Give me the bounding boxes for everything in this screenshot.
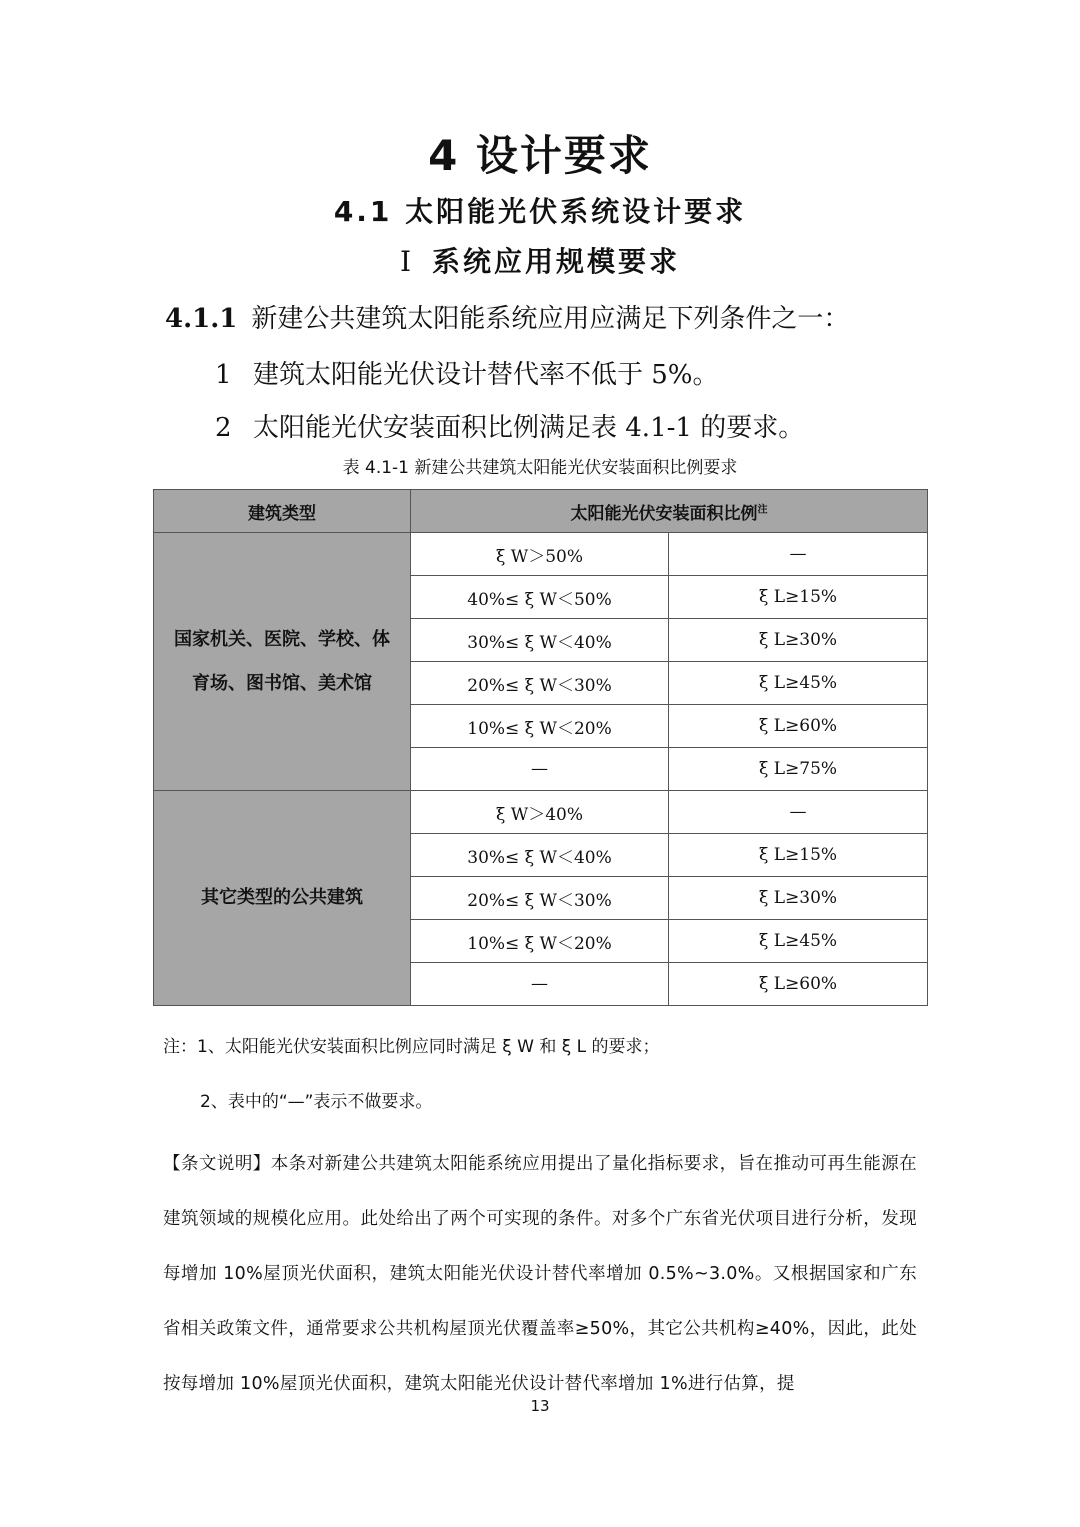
subsection-title: 系统应用规模要求 [432, 245, 681, 278]
chapter-heading: 4 设计要求 [428, 131, 652, 180]
w-ratio-cell: — [411, 963, 669, 1006]
list-item-text: 太阳能光伏安装面积比例满足表 4.1-1 的要求。 [253, 413, 805, 443]
table-row [154, 533, 928, 576]
page-number: 13 [530, 1397, 550, 1415]
table-header-row [154, 490, 928, 533]
table-row [154, 791, 928, 834]
l-ratio-cell: ξ L≥45% [669, 662, 928, 705]
explanation-paragraph: 【条文说明】本条对新建公共建筑太阳能系统应用提出了量化指标要求，旨在推动可再生能源在建筑领域的规模化应用。此处给出了两个可实现的条件。对多个广东省光伏项目进行分析，发现每增加 10%屋顶光伏面积，建筑太阳能光伏设计替代率增加 0.5%~3.0%。又根据国家和广东省相关政策文件，通常要求公共机构屋顶光伏覆盖率≥50%，其它公共机构≥40%，因此，此处按每增加 10%屋顶光伏面积，建筑太阳能光伏设计替代率增加 1%进行估算，提 [163, 1154, 917, 1394]
w-ratio-cell: 30%≤ ξ W＜40% [411, 834, 669, 877]
l-ratio-cell: — [669, 791, 928, 834]
l-ratio-cell: ξ L≥60% [669, 963, 928, 1006]
section-heading: 4.1 太阳能光伏系统设计要求 [333, 195, 747, 228]
w-ratio-cell: — [411, 748, 669, 791]
list-item-number: 2 [215, 413, 232, 443]
l-ratio-cell: ξ L≥75% [669, 748, 928, 791]
list-item-text: 建筑太阳能光伏设计替代率不低于 5%。 [253, 360, 719, 390]
clause-number: 4.1.1 [165, 304, 238, 334]
l-ratio-cell: ξ L≥60% [669, 705, 928, 748]
header-building-type: 建筑类型 [154, 490, 411, 533]
clause-4-1-1 [165, 300, 849, 338]
w-ratio-cell: ξ W＞50% [411, 533, 669, 576]
l-ratio-cell: ξ L≥15% [669, 834, 928, 877]
table-note-2: 2、表中的“—”表示不做要求。 [200, 1092, 433, 1112]
clause-text: 新建公共建筑太阳能系统应用应满足下列条件之一： [251, 304, 850, 334]
l-ratio-cell: ξ L≥30% [669, 619, 928, 662]
category-cell: 国家机关、医院、学校、体育场、图书馆、美术馆 [154, 533, 411, 791]
category-cell: 其它类型的公共建筑 [154, 791, 411, 1006]
list-item-number: 1 [215, 360, 232, 390]
w-ratio-cell: 20%≤ ξ W＜30% [411, 662, 669, 705]
subsection-numeral: Ⅰ [399, 245, 415, 278]
l-ratio-cell: — [669, 533, 928, 576]
subsection-heading [0, 242, 1080, 282]
list-item [215, 409, 804, 447]
table-caption: 表 4.1-1 新建公共建筑太阳能光伏安装面积比例要求 [342, 458, 738, 478]
w-ratio-cell: ξ W＞40% [411, 791, 669, 834]
table-note-1: 注：1、太阳能光伏安装面积比例应同时满足 ξ W 和 ξ L 的要求； [163, 1037, 660, 1057]
l-ratio-cell: ξ L≥15% [669, 576, 928, 619]
w-ratio-cell: 30%≤ ξ W＜40% [411, 619, 669, 662]
l-ratio-cell: ξ L≥30% [669, 877, 928, 920]
header-area-ratio [411, 490, 928, 533]
w-ratio-cell: 10%≤ ξ W＜20% [411, 920, 669, 963]
header-area-ratio-label: 太阳能光伏安装面积比例 [570, 503, 758, 524]
header-note-mark: 注 [757, 503, 768, 515]
list-item [215, 356, 719, 394]
area-ratio-table [153, 489, 928, 1006]
l-ratio-cell: ξ L≥45% [669, 920, 928, 963]
w-ratio-cell: 40%≤ ξ W＜50% [411, 576, 669, 619]
w-ratio-cell: 10%≤ ξ W＜20% [411, 705, 669, 748]
w-ratio-cell: 20%≤ ξ W＜30% [411, 877, 669, 920]
